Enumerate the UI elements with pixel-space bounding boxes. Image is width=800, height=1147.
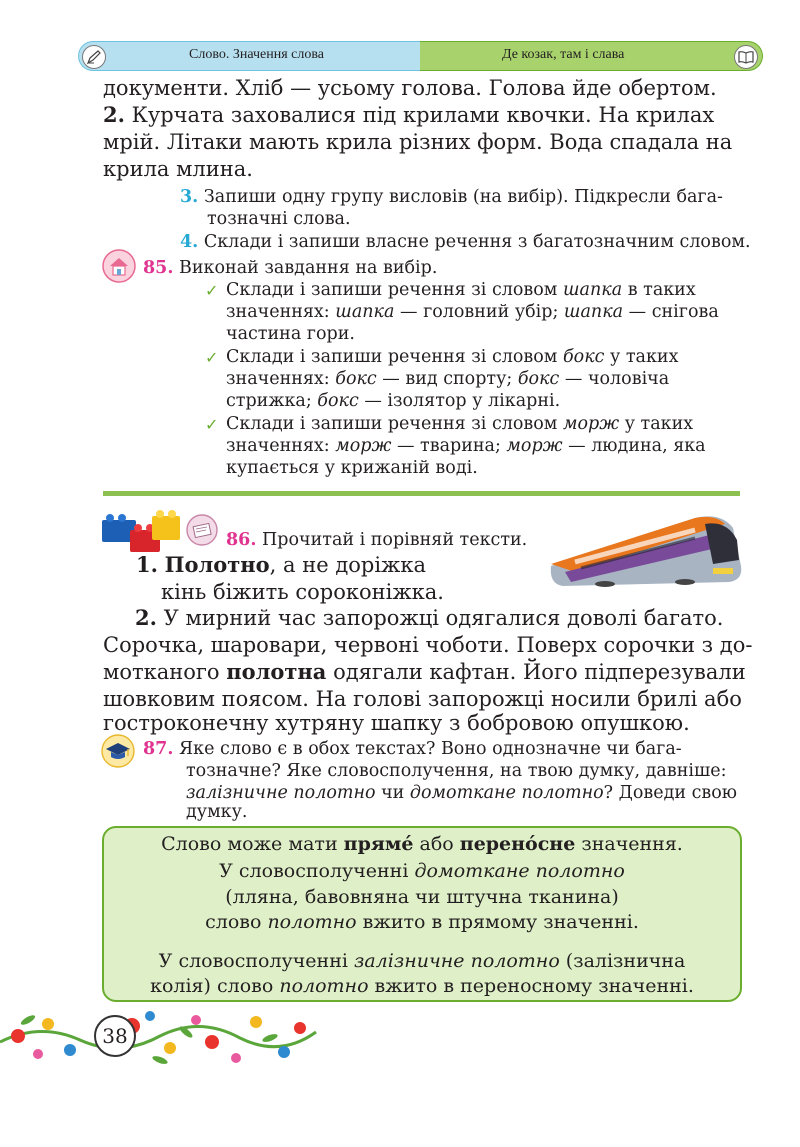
ex85-opt2-line-1: Склади і запиши речення зі словом бокс у таких (226, 347, 679, 367)
intro-line-2: 2. Курчата заховалися під крилами квочки. На крилах (103, 102, 715, 127)
text2-line-2: Сорочка, шаровари, червоні чоботи. Поверх сорочки з до- (103, 633, 753, 657)
page-number: 38 (94, 1015, 136, 1057)
ex85-opt2-line-2: значеннях: бокс — вид спорту; бокс — чоловіча (226, 369, 670, 389)
lego-blocks-icon (100, 508, 182, 554)
header-section-title: Слово. Значення слова (189, 47, 325, 62)
task-3-line-1: 3. Запиши одну групу висловів (на вибір). Підкресли бага- (180, 187, 723, 207)
text2-line-1: 2. У мирний час запорожці одягалися доволі багато. (135, 605, 724, 630)
floral-ornament (0, 1002, 320, 1072)
header-chapter-title: Де козак, там і слава (502, 47, 625, 62)
checkmark-icon: ✓ (205, 281, 219, 300)
text2-line-3: мотканого полотна одягали кафтан. Його підперезували (103, 659, 746, 684)
pen-icon (82, 45, 106, 69)
ex85-opt3-line-2: значеннях: морж — тварина; морж — людина, яка (226, 436, 706, 456)
train-illustration (545, 506, 745, 588)
exercise-87-line-1: 87. Яке слово є в обох текстах? Воно однозначне чи бага- (143, 739, 682, 759)
exercise-85-heading: 85. Виконай завдання на вибір. (143, 258, 438, 278)
header-right-tab (420, 41, 763, 71)
intro-line-1: документи. Хліб — усьому голова. Голова йде обертом. (103, 76, 717, 100)
checkmark-icon: ✓ (205, 415, 219, 434)
checkmark-icon: ✓ (205, 348, 219, 367)
ex85-opt3-line-3: купається у крижаній воді. (226, 458, 478, 478)
book-icon (734, 45, 758, 69)
notebook-icon (186, 514, 218, 546)
text1-line-2: кінь біжить сороконіжка. (161, 580, 444, 604)
task-4: 4. Склади і запиши власне речення з багатозначним словом. (180, 232, 751, 252)
exercise-87-line-3: залізничне полотно чи домоткане полотно? Доведи свою (186, 783, 737, 803)
task-3-line-2: тозначні слова. (207, 209, 351, 229)
exercise-87-line-4: думку. (186, 802, 248, 822)
rule-line-2: У словосполученні домоткане полотно (219, 860, 625, 882)
section-divider (103, 491, 740, 496)
rule-box (102, 826, 742, 1002)
rule-line-4: слово полотно вжито в прямому значенні. (205, 911, 639, 933)
text2-line-4: шовковим поясом. На голові запорожці носили брилі або (103, 687, 742, 711)
ex85-opt1-line-2: значеннях: шапка — головний убір; шапка — снігова (226, 302, 719, 322)
running-header (78, 41, 764, 71)
text1-line-1: 1. Полотно, а не доріжка (136, 552, 427, 577)
ex85-opt2-line-3: стрижка; бокс — ізолятор у лікарні. (226, 391, 561, 411)
ex85-opt3-line-1: Склади і запиши речення зі словом морж у таких (226, 414, 694, 434)
rule-line-5: У словосполученні залізничне полотно (залізнична (158, 950, 686, 972)
rule-line-1: Слово може мати пряме́ або перено́сне значення. (161, 833, 683, 855)
rule-line-6: колія) слово полотно вжито в переносному значенні. (150, 975, 694, 997)
intro-line-4: крила млина. (103, 157, 253, 181)
rule-line-3: (лляна, бавовняна чи штучна тканина) (225, 886, 619, 908)
header-left-tab (78, 41, 421, 71)
intro-line-3: мрій. Літаки мають крила різних форм. Вода спадала на (103, 130, 733, 154)
text2-line-5: гостроконечну хутряну шапку з бобровою опушкою. (103, 711, 690, 735)
ex85-opt1-line-1: Склади і запиши речення зі словом шапка в таких (226, 280, 696, 300)
home-icon (102, 249, 136, 283)
ex85-opt1-line-3: частина гори. (226, 324, 355, 344)
exercise-86-heading: 86. Прочитай і порівняй тексти. (226, 530, 528, 550)
exercise-87-line-2: тозначне? Яке словосполучення, на твою думку, давніше: (186, 761, 727, 781)
graduation-cap-icon (101, 734, 135, 768)
